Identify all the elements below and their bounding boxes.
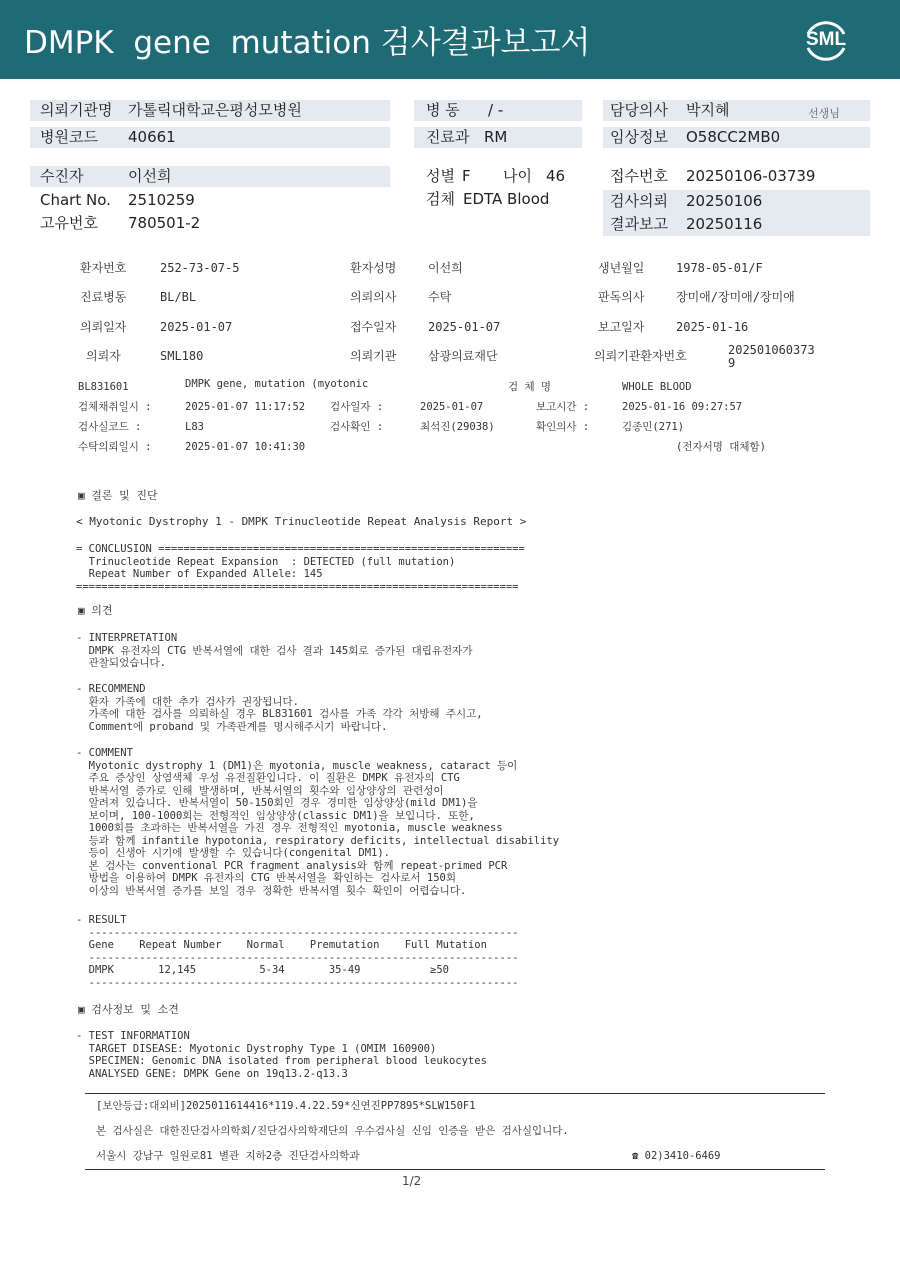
age-value: 46 (546, 167, 566, 185)
grid-label: 의뢰자 (86, 349, 121, 363)
room-label: 검사실코드 : (78, 421, 142, 433)
institution-value: 가톨릭대학교은평성모병원 (128, 101, 302, 119)
room-value: L83 (185, 421, 204, 433)
grid-label: 환자성명 (350, 261, 397, 275)
dept-value: RM (484, 128, 508, 146)
testdate-value: 2025-01-07 (420, 401, 484, 413)
grid-value: 2025-01-07 (160, 320, 233, 334)
chart-value: 2510259 (128, 191, 195, 209)
page-number: 1/2 (402, 1174, 422, 1188)
footer-divider-top (85, 1093, 825, 1094)
grid-label: 보고일자 (598, 320, 645, 334)
testinfo-block: - TEST INFORMATION TARGET DISEASE: Myotonic Dystrophy Type 1 (OMIM 160900) SPECIMEN: Genomic DNA isolated from peripheral blood leukocytes ANALYSED GENE: DMPK Gene on 19q13.2-q13.3 (76, 1030, 487, 1080)
grid-label: 진료병동 (80, 290, 127, 304)
receipt-value: 20250106-03739 (686, 167, 816, 185)
confirm-label: 검사확인 : (330, 421, 384, 433)
specimen-value: EDTA Blood (463, 190, 550, 208)
recommend-block: - RECOMMEND 환자 가족에 대한 추가 검사가 권장됩니다. 가족에 대한 검사를 의뢰하실 경우 BL831601 검사를 가족 각각 처방해 주시고, Comment에 proband 및 가족관계를 명시해주시기 바랍니다. (76, 683, 483, 733)
result-table: - RESULT -------------------------------------------------------------------- Gene Repeat Number Normal Premutation Full Mutation -------------------------------------------------------------------- DMPK 12,145 5-34 35-49 ≥50 -------------------------------------------------------------------- (76, 914, 519, 989)
security-line: [보안등급:대외비]2025011614416*119.4.22.59*신연진PP7895*SLW150F1 (96, 1100, 476, 1112)
grid-value: 장미애/장미애/장미애 (676, 290, 795, 304)
uid-label: 고유번호 (40, 214, 98, 232)
patient-bar (30, 166, 390, 187)
phone-line: ☎ 02)3410-6469 (632, 1150, 721, 1162)
collect-label: 검체채취일시 : (78, 401, 152, 413)
grid-label: 판독의사 (598, 290, 645, 304)
consign-label: 수탁의뢰일시 : (78, 441, 152, 453)
dept-label: 진료과 (426, 128, 470, 146)
confirm-value: 최석진(29038) (420, 421, 495, 433)
consign-value: 2025-01-07 10:41:30 (185, 441, 306, 453)
grid-value-cont: 9 (728, 356, 736, 370)
grid-value: 252-73-07-5 (160, 261, 240, 275)
hospcode-label: 병원코드 (40, 128, 98, 146)
esign-note: (전자서명 대체함) (676, 441, 766, 453)
clinical-label: 임상정보 (610, 128, 668, 146)
reportdate-value: 20250116 (686, 215, 763, 233)
footer-divider-bottom (85, 1169, 825, 1170)
institution-label: 의뢰기관명 (40, 101, 113, 119)
age-label: 나이 (503, 167, 532, 185)
specimen-name-value: WHOLE BLOOD (622, 381, 692, 393)
certification-line: 본 검사실은 대한진단검사의학회/진단검사의학재단의 우수검사실 신임 인증을 받은 검사실입니다. (96, 1125, 569, 1137)
grid-value: 수탁 (428, 290, 452, 304)
grid-value: 2025-01-07 (428, 320, 501, 334)
grid-label: 의뢰의사 (350, 290, 397, 304)
hospcode-value: 40661 (128, 128, 176, 146)
grid-label: 환자번호 (80, 261, 127, 275)
grid-value: SML180 (160, 349, 204, 363)
ward-value: / - (488, 101, 504, 119)
grid-label: 접수일자 (350, 320, 397, 334)
uid-value: 780501-2 (128, 214, 201, 232)
grid-value: 202501060373 (728, 343, 815, 357)
reportdate-label: 결과보고 (610, 215, 668, 233)
receipt-label: 접수번호 (610, 167, 668, 185)
doctor-label: 담당의사 (610, 101, 668, 119)
grid-value: 삼광의료재단 (428, 349, 498, 363)
ward-label: 병 동 (426, 101, 460, 119)
requestdate-value: 20250106 (686, 192, 763, 210)
doctor-confirm-value: 김종민(271) (622, 421, 685, 433)
patient-value: 이선희 (128, 167, 172, 185)
section-testinfo-heading: ▣ 검사정보 및 소견 (78, 1003, 179, 1016)
report-title: DMPK gene mutation 검사결과보고서 (24, 25, 591, 61)
doctor-value: 박지혜 (686, 101, 730, 119)
section-conclusion-heading: ▣ 결론 및 진단 (78, 489, 158, 502)
interpretation-block: - INTERPRETATION DMPK 유전자의 CTG 반복서열에 대한 검사 결과 145회로 증가된 대립유전자가 관찰되었습니다. (76, 632, 473, 669)
collect-value: 2025-01-07 11:17:52 (185, 401, 306, 413)
chart-label: Chart No. (40, 191, 111, 209)
doctor-tag: 선생님 (808, 107, 840, 120)
grid-label: 의뢰기관 (350, 349, 397, 363)
conclusion-block: = CONCLUSION ========================================================== Trinucleotide Repeat Expansion : DETECTED (full mutation) Repeat Number of Expanded Allele: 145 ====================================================================== (76, 543, 525, 593)
patient-label: 수진자 (40, 167, 84, 185)
address-line: 서울시 강남구 일원로81 별관 지하2층 진단검사의학과 (96, 1150, 360, 1162)
reporttime-label: 보고시간 : (536, 401, 590, 413)
grid-value: 2025-01-16 (676, 320, 749, 334)
header-bar (0, 0, 900, 79)
specimen-label: 검체 (426, 190, 455, 208)
test-name: DMPK gene, mutation (myotonic (185, 378, 369, 390)
sex-value: F (462, 167, 471, 185)
comment-block: - COMMENT Myotonic dystrophy 1 (DM1)은 myotonia, muscle weakness, cataract 등이 주요 증상인 상염색체 우성 유전질환입니다. 이 질환은 DMPK 유전자의 CTG 반복서열 증가로 인해 발생하며, 반복서열의 횟수와 임상양상의 관련성이 알려져 있습니다. 반복서열이 50-150회인 경우 경미한 임상양상(mild DM1)을 보이며, 100-1000회는 전형적인 임상양상(classic DM1)을 보입니다. 또한, 1000회를 초과하는 반복서열을 가진 경우 전형적인 myotonia, muscle weakness 등과 함께 infantile hypotonia, respiratory deficits, intellectual disability 등이 신생아 시기에 발생할 수 있습니다(congenital DM1). 본 검사는 conventional PCR fragment analysis와 함께 repeat-primed PCR 방법을 이용하여 DMPK 유전자의 CTG 반복서열을 확인하는 검사로서 150회 이상의 반복서열 증가를 보일 경우 정확한 반복서열 횟수 확인이 어렵습니다. (76, 747, 560, 897)
grid-value: 이선희 (428, 261, 463, 275)
clinical-value: O58CC2MB0 (686, 128, 781, 146)
doctor-confirm-label: 확인의사 : (536, 421, 590, 433)
sml-logo (800, 14, 852, 66)
grid-value: 1978-05-01/F (676, 261, 763, 275)
grid-value: BL/BL (160, 290, 197, 304)
specimen-name-label: 검 체 명 (508, 381, 552, 393)
grid-label: 생년월일 (598, 261, 645, 275)
test-code: BL831601 (78, 381, 129, 393)
sex-label: 성별 (426, 167, 455, 185)
reporttime-value: 2025-01-16 09:27:57 (622, 401, 743, 413)
testdate-label: 검사일자 : (330, 401, 384, 413)
logo-text: SML (805, 29, 847, 50)
grid-label: 의뢰기관환자번호 (594, 349, 687, 363)
report-subtitle: < Myotonic Dystrophy 1 - DMPK Trinucleotide Repeat Analysis Report > (76, 515, 527, 528)
grid-label: 의뢰일자 (80, 320, 127, 334)
requestdate-label: 검사의뢰 (610, 192, 668, 210)
section-opinion-heading: ▣ 의견 (78, 604, 113, 617)
